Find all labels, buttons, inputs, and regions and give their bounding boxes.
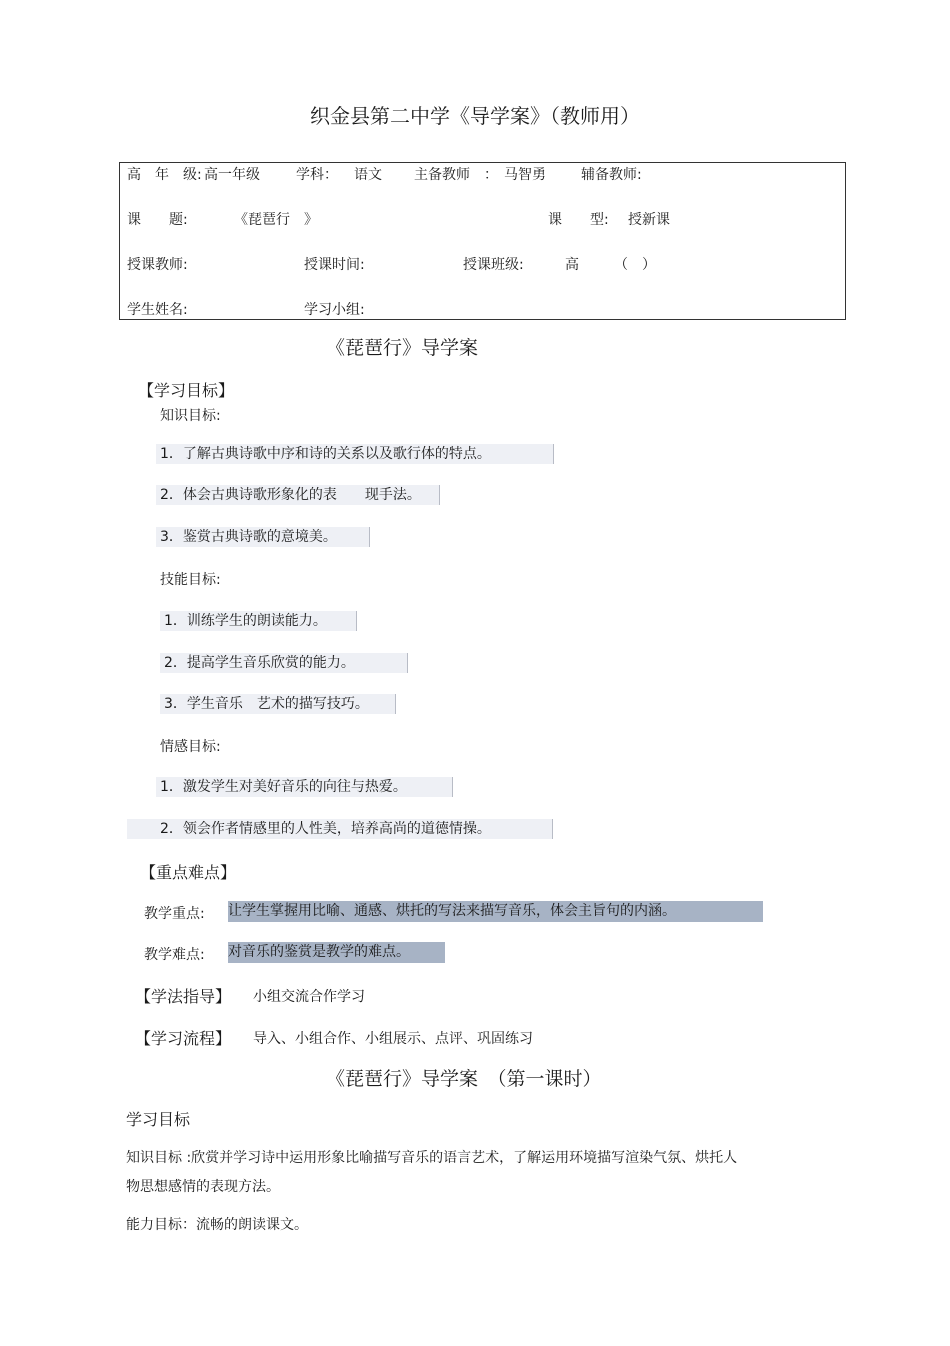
emotion-item: 2．领会作者情感里的人性美，培养高尚的道德情操。 [127,819,553,839]
group-label: 学习小组: [304,302,365,318]
difficulty-label: 教学难点: [144,947,205,963]
lead-teacher-label: 主备教师 ： [414,167,498,183]
knowledge-item: 2．体会古典诗歌形象化的表 现手法。 [156,485,440,505]
student-label: 学生姓名: [127,302,188,318]
class-label: 授课班级: [463,257,524,273]
process-value: 导入、小组合作、小组展示、点评、巩固练习 [253,1031,533,1047]
assist-teacher-label: 辅备教师: [581,167,642,183]
topic-label: 课 题: [127,212,188,228]
skill-item: 2．提高学生音乐欣赏的能力。 [160,653,408,673]
skill-label: 技能目标: [160,572,221,588]
objectives-header: 【学习目标】 [138,381,235,400]
subject-label: 学科： [296,167,338,183]
lesson1-objectives-label: 学习目标 [126,1110,191,1129]
type-label: 课 型: [548,212,609,228]
focus-label: 教学重点: [144,906,205,922]
lesson1-knowledge-line2: 物思想感情的表现方法。 [126,1179,280,1195]
emotion-item: 1．激发学生对美好音乐的向往与热爱。 [156,777,453,797]
document-title: 织金县第二中学《导学案》（教师用） [310,104,640,128]
time-label: 授课时间: [304,257,365,273]
skill-item: 3．学生音乐 艺术的描写技巧。 [160,694,396,714]
lead-teacher-value: 马智勇 [504,167,546,183]
lesson1-ability: 能力目标：流畅的朗读课文。 [126,1217,308,1233]
class-value: 高 （ ） [565,257,656,273]
method-header: 【学法指导】 [135,987,232,1006]
topic-value: 《琵琶行 》 [234,212,318,228]
section2-title: 《琵琶行》导学案 （第一课时） [326,1068,602,1090]
key-points-header: 【重点难点】 [140,863,237,882]
focus-value: 让学生掌握用比喻、通感、烘托的写法来描写音乐，体会主旨句的内涵。 [228,901,763,922]
grade-value: 高一年级 [204,167,260,183]
emotion-label: 情感目标: [160,739,221,755]
course-info-table [119,162,846,320]
difficulty-value: 对音乐的鉴赏是教学的难点。 [228,942,445,963]
grade-label: 高 年 级: [127,167,202,183]
knowledge-label: 知识目标: [160,408,221,424]
subject-value: 语文 [354,167,382,183]
method-value: 小组交流合作学习 [253,989,365,1005]
type-value: 授新课 [628,212,670,228]
teacher-label: 授课教师: [127,257,188,273]
knowledge-item: 3．鉴赏古典诗歌的意境美。 [156,527,370,547]
lesson1-knowledge-line1: 知识目标 :欣赏并学习诗中运用形象比喻描写音乐的语言艺术，了解运用环境描写渲染气氛、烘托人 [126,1150,738,1166]
knowledge-item: 1．了解古典诗歌中序和诗的关系以及歌行体的特点。 [156,444,554,464]
section1-title: 《琵琶行》导学案 [326,337,479,359]
process-header: 【学习流程】 [135,1029,232,1048]
skill-item: 1．训练学生的朗读能力。 [160,611,357,631]
